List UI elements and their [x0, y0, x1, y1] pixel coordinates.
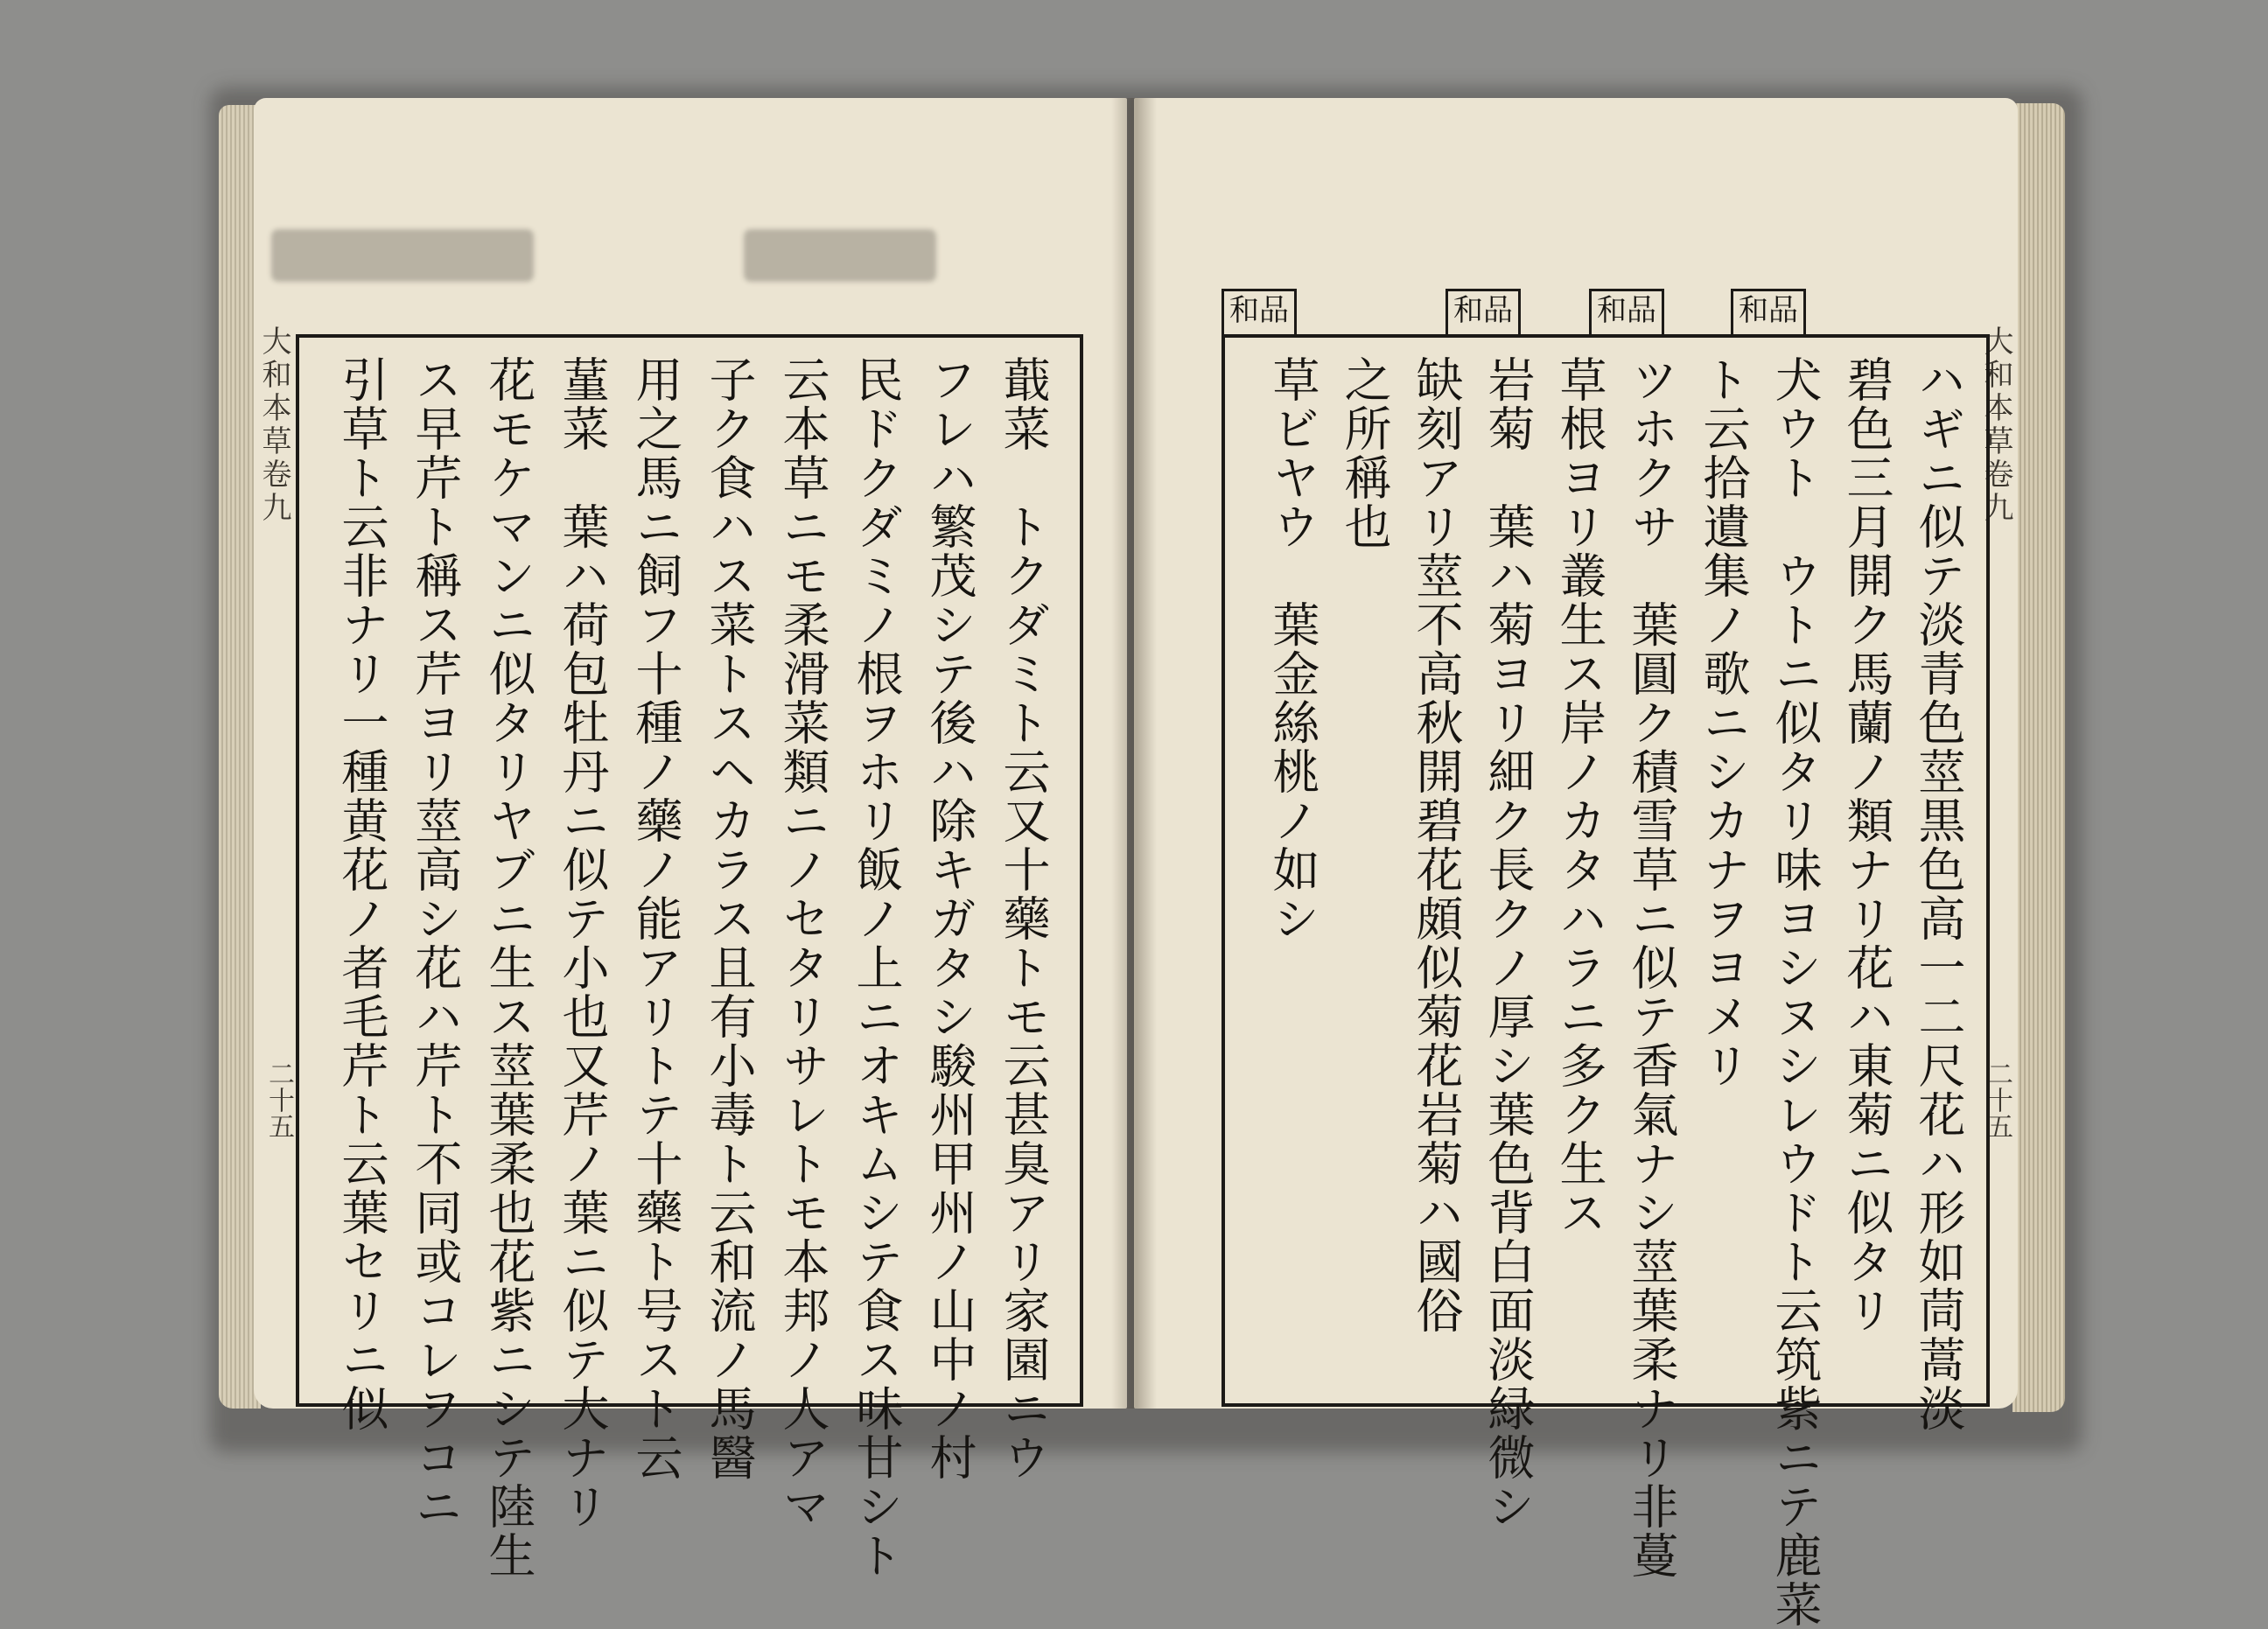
right-text-frame	[1222, 334, 1990, 1629]
text-column: 岩菊 葉ハ菊ヨリ細ク長クノ厚シ葉色背白面淡緑微シ	[1480, 355, 1536, 1531]
text-column: 用之馬ニ飼フ十種ノ藥ノ能アリトテ十藥ト号スト云	[628, 355, 683, 1482]
text-column: 蓳菜 葉ハ荷包牡丹ニ似テ小也又芹ノ葉ニ似テ大ナリ	[555, 355, 610, 1531]
text-column: 草ビヤウ 葉金絲桃ノ如シ	[1265, 355, 1320, 943]
book-gutter	[1111, 98, 1157, 1409]
right-page-edges	[2012, 103, 2065, 1412]
left-text-frame	[296, 334, 1083, 1580]
text-column: 缺刻アリ莖不高秋開碧花頗似菊花岩菊ハ國俗	[1409, 355, 1464, 1335]
category-tag: 和品	[1731, 289, 1806, 338]
text-column: ツホクサ 葉圓ク積雪草ニ似テ香氣ナシ莖葉柔ナリ非蔓	[1624, 355, 1679, 1580]
text-column: 蕺菜 トクダミト云又十藥トモ云甚臭アリ家園ニウ	[996, 355, 1051, 1482]
text-column: 花モケマンニ似タリヤブニ生ス莖葉柔也花紫ニシテ陸生	[481, 355, 536, 1580]
ink-smudge	[271, 229, 534, 282]
category-tag: 和品	[1222, 289, 1297, 338]
text-column: 之所稱也	[1337, 355, 1392, 551]
text-column: 草根ヨリ叢生ス岸ノカタハラニ多ク生ス	[1552, 355, 1607, 1237]
category-tag: 和品	[1589, 289, 1664, 338]
text-column: 碧色三月開ク馬蘭ノ類ナリ花ハ東菊ニ似タリ	[1839, 355, 1894, 1335]
text-column: 云本草ニモ柔滑菜類ニノセタリサレトモ本邦ノ人アマ	[775, 355, 830, 1531]
left-folio: 二十五	[263, 1060, 294, 1139]
text-column: 子ク食ハス菜トスヘカラス且有小毒ト云和流ノ馬醫	[702, 355, 757, 1482]
left-margin-title: 大和本草卷九	[256, 325, 291, 525]
text-column: 引草ト云非ナリ一種黄花ノ者毛芹ト云葉セリニ似	[334, 355, 389, 1433]
right-page	[1134, 98, 2018, 1629]
text-column: ト云拾遺集ノ歌ニシカナヲヨメリ	[1696, 355, 1751, 1090]
ink-smudge	[744, 229, 936, 282]
right-folio: 二十五	[1982, 1060, 2012, 1139]
text-column: 犬ウト ウトニ似タリ味ヨシヌシレウドト云筑紫ニテ鹿菜	[1768, 355, 1823, 1629]
text-column: ハギニ似テ淡青色莖黒色高一二尺花ハ形如茼蒿淡	[1911, 355, 1966, 1433]
category-tag: 和品	[1446, 289, 1521, 338]
left-page	[254, 98, 1127, 1580]
text-column: ス早芹ト稱ス芹ヨリ莖高シ花ハ芹ト不同或コレヲコニ	[408, 355, 463, 1531]
right-margin-title: 大和本草卷九	[1978, 325, 2013, 525]
text-column: フレハ繁茂シテ後ハ除キガタシ駿州甲州ノ山中ノ村	[922, 355, 977, 1482]
text-column: 民ドクダミノ根ヲホリ飯ノ上ニオキムシテ食ス味甘シト	[849, 355, 904, 1580]
